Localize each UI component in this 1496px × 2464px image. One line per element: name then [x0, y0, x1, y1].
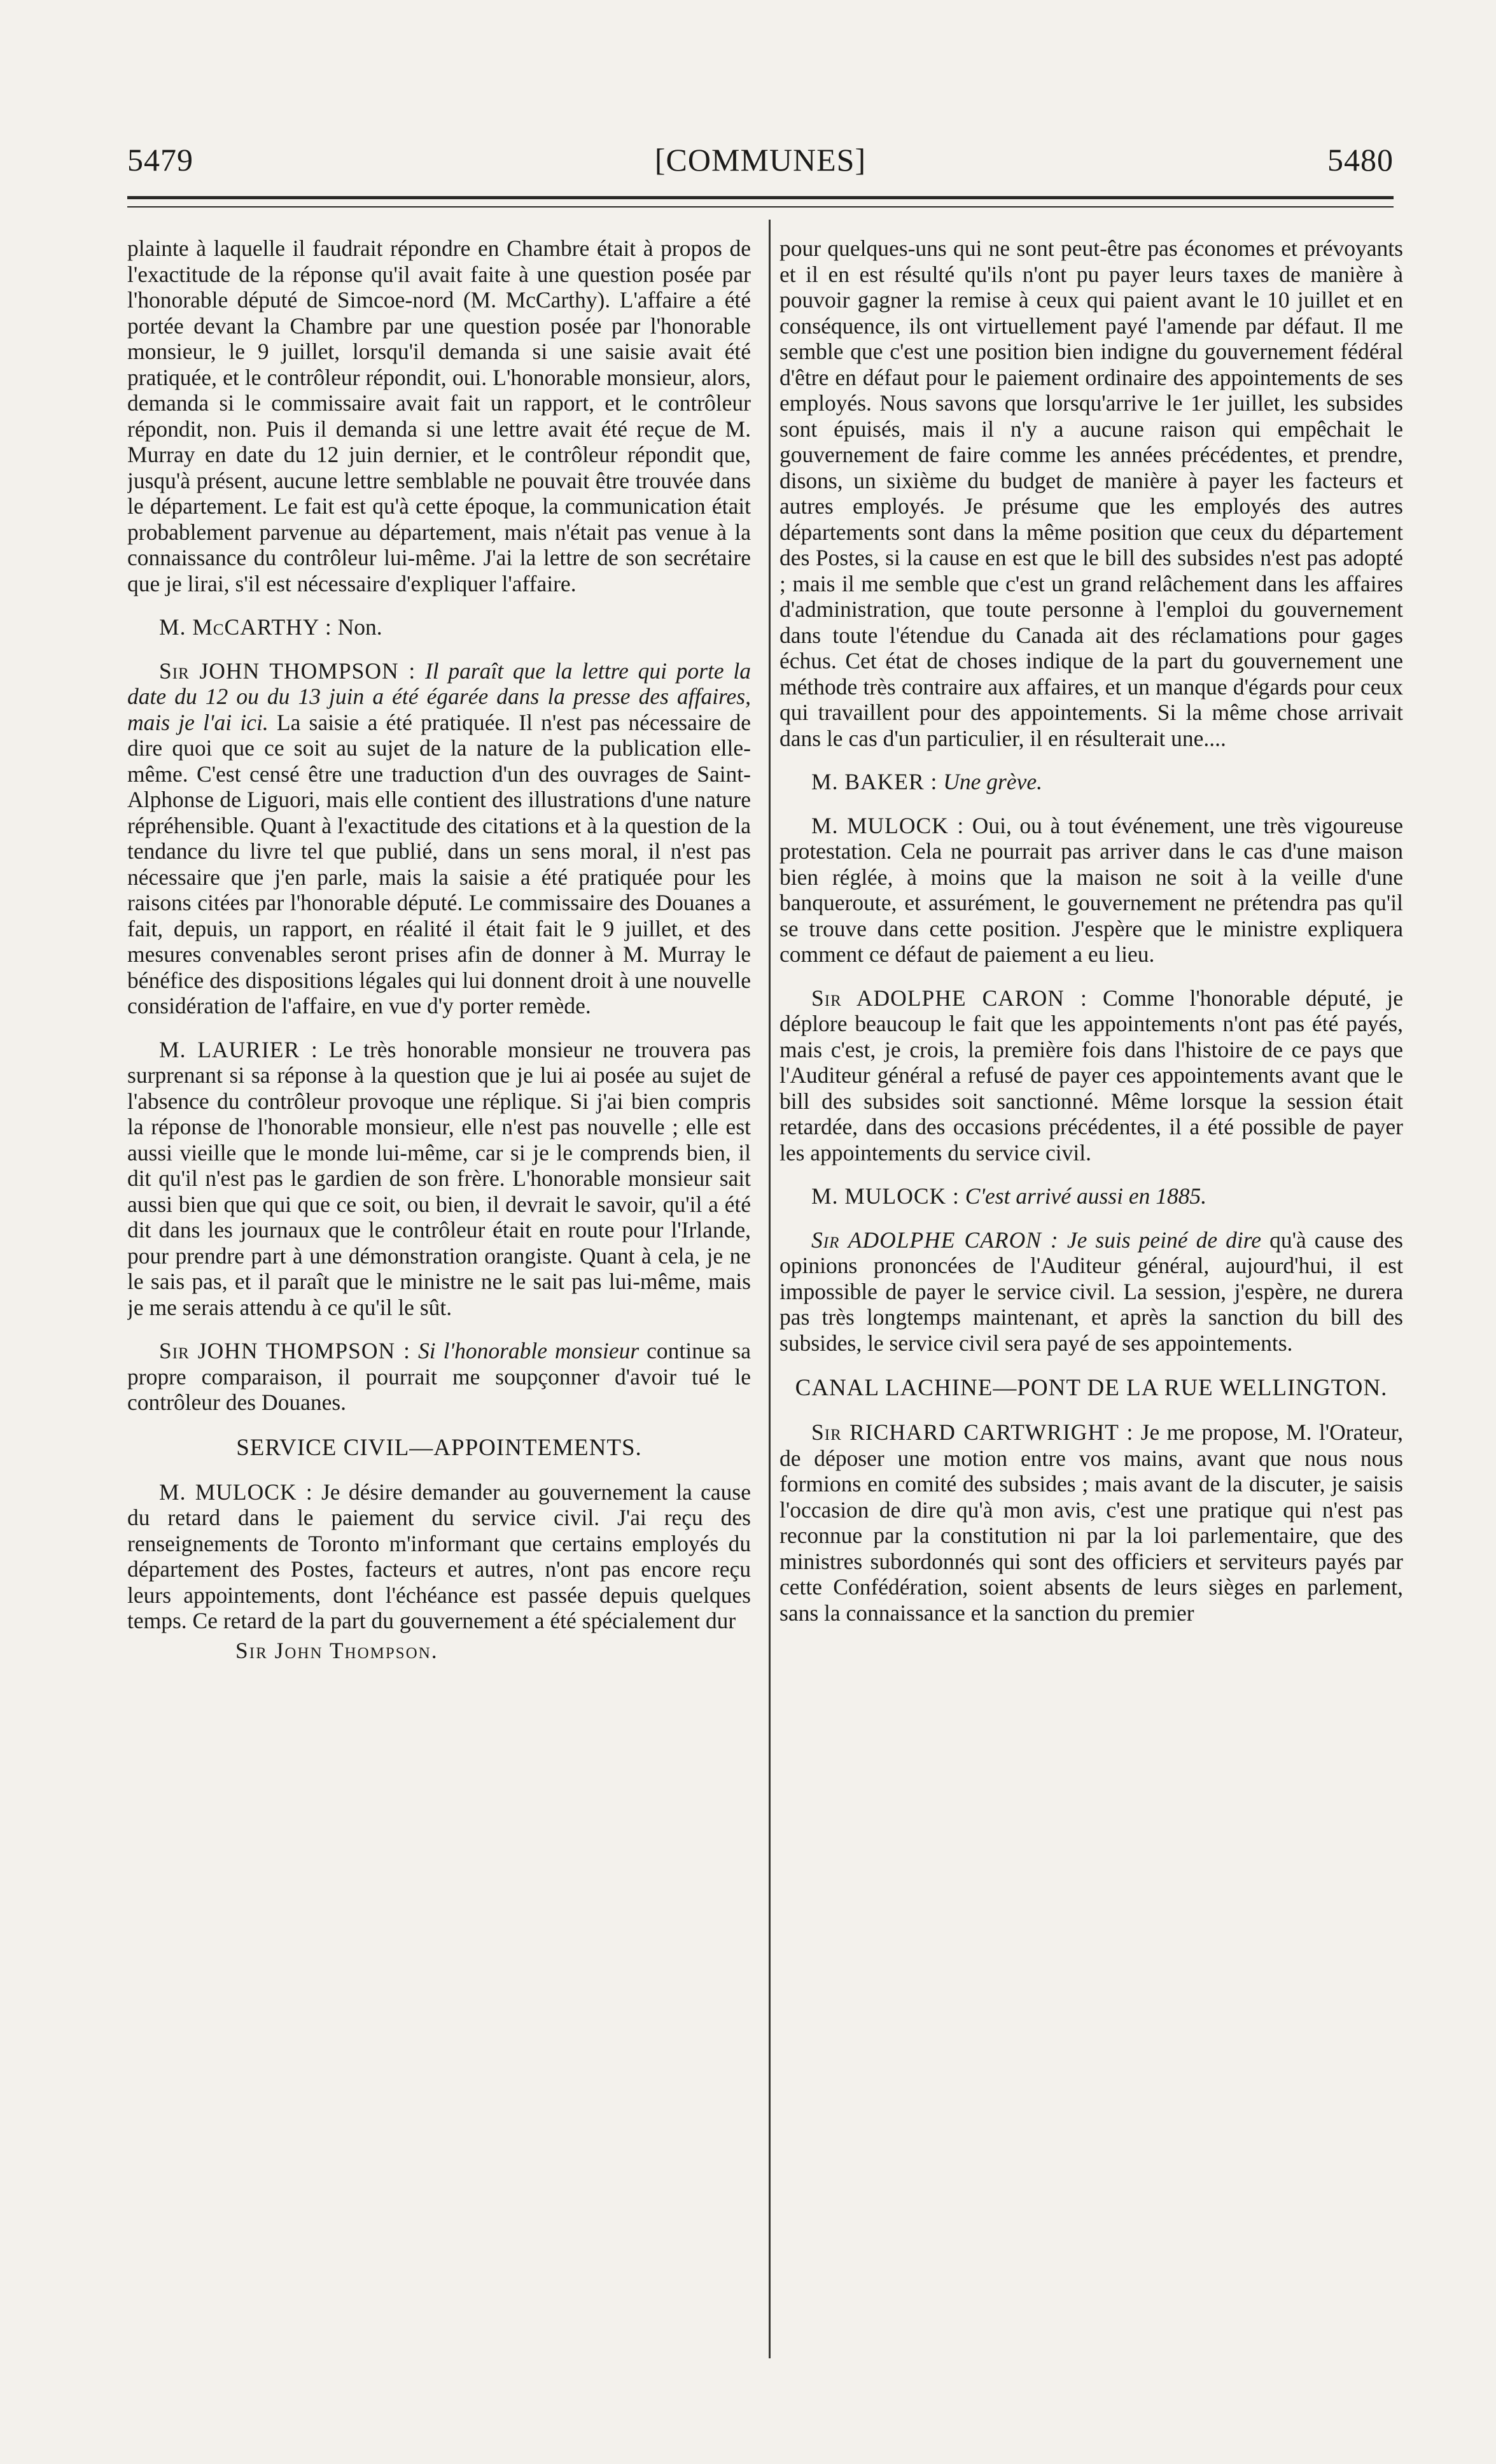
- speech-text: continue sa propre comparaison, il pourrait me soupçonner d'avoir tué le contrôleur des Douanes.: [127, 1338, 751, 1415]
- speech-text: Non.: [332, 614, 382, 640]
- speaker: M. MULOCK :: [811, 812, 965, 838]
- speech-text-italic: Il paraît que la lettre qui porte la date du 12 ou du 13 juin a été égarée dans la presse des affaires, mais je l'ai ici.: [127, 658, 751, 735]
- speaker: M. LAURIER :: [159, 1036, 318, 1062]
- speech-text-italic: Je suis peiné de dire: [1058, 1227, 1262, 1253]
- paragraph: plainte à laquelle il faudrait répondre en Chambre était à propos de l'exactitude de la réponse qu'il avait faite à une question posée par l'honorable député de Simcoe-nord (M. McCarthy). L'affaire a été portée devant la Chambre par une question posée par l'honorable monsieur, le 9 juillet, lorsqu'il demanda si une saisie avait été pratiquée, et le contrôleur répondit, oui. L'honorable monsieur, alors, demanda si le commissaire avait fait un rapport, et le contrôleur répondit, non. Puis il demanda si une lettre avait été reçue de M. Murray en date du 12 juin dernier, et le contrôleur répondit que, jusqu'à présent, aucune lettre semblable ne pouvait être trouvée dans le département. Le fait est qu'à cette époque, la communication était probablement parvenue au département, mais n'était pas venue à la connaissance du contrôleur lui-même. J'ai la lettre de son secrétaire que je lirai, s'il est nécessaire d'expliquer l'affaire.: [127, 236, 751, 596]
- header-rule-thick: [127, 196, 1394, 199]
- speech-text-italic: Si l'honorable monsieur: [410, 1338, 640, 1363]
- paragraph: pour quelques-uns qui ne sont peut-être pas économes et prévoyants et il en est résulté qu'ils n'ont pu payer leurs taxes de manière à pouvoir gagner la remise à ceux qui paient avant le 10 juillet et en conséquence, ils ont virtuellement payé l'amende par défaut. Il me semble que c'est une position bien indigne du gouvernement fédéral d'être en défaut pour le paiement ordinaire des appointements de ses employés. Nous savons que lorsqu'arrive le 1er juillet, les subsides sont épuisés, mais il n'y a aucune raison qui empêchait le gouvernement de faire comme les années précédentes, et prendre, disons, un sixième du budget de manière à payer les facteurs et autres employés. Je présume que les employés des autres départements sont dans la même position que ceux du département des Postes, si la cause en est que le bill des subsides n'est pas adopté ; mais il me semble que c'est un grand relâchement dans les affaires d'administration, que toute personne à l'emploi du gouvernement dans toute l'étendue du Canada ait des réclamations pour gages échus. Cet état de choses indique de la part du gouvernement une méthode très contraire aux affaires, et un manque d'égards pour ceux qui travaillent pour des appointements. Si la même chose arrivait dans le cas d'un particulier, il en résulterait une....: [779, 236, 1403, 751]
- left-column: [127, 236, 751, 2355]
- speech-text: Comme l'honorable député, je déplore beaucoup le fait que les appointements n'ont pas été payés, mais c'est, je crois, la première fois dans l'histoire de ce pays que l'Auditeur général a refusé de payer ces appointements avant que le bill des subsides soit sanctionné. Même lorsque la session était retardée, dans des occasions précédentes, il a été possible de payer les appointements du service civil.: [779, 985, 1403, 1165]
- speech-text: La saisie a été pratiquée. Il n'est pas nécessaire de dire quoi que ce soit au sujet de la nature de la publication elle-même. C'est censé être une traduction d'un des ouvrages de Saint-Alphonse de Liguori, mais elle contient des illustrations d'une nature répréhensible. Quant à l'exactitude des citations et à la question de la tendance du livre tel que publié, dans un sens moral, il n'est pas nécessaire que j'en parle, mais la saisie a été pratiquée pour les raisons citées par l'honorable député. Le commissaire des Douanes a fait, depuis, un rapport, en réalité il était fait le 9 juillet, et des mesures convenables seront prises afin de donner à M. Murray le bénéfice des dispositions légales qui lui donnent droit à une nouvelle considération de l'affaire, en vue d'y porter remède.: [127, 709, 751, 1018]
- paragraph: [779, 1227, 1403, 1356]
- speaker: Sir JOHN THOMPSON :: [159, 1338, 410, 1363]
- paragraph: [127, 1037, 751, 1321]
- section-heading: CANAL LACHINE—PONT DE LA RUE WELLINGTON.: [795, 1375, 1388, 1401]
- column-divider: [769, 220, 771, 2358]
- speech-text: qu'à cause des opinions prononcées de l'Auditeur général, aujourd'hui, il est impossible de payer le service civil. La session, j'espère, ne durera pas très longtemps maintenant, et après la sanction du bill des subsides, le service civil sera payé de ses appointements.: [779, 1227, 1403, 1356]
- speech-text: Une grève.: [937, 769, 1042, 794]
- paragraph: [779, 813, 1403, 968]
- page-number-right: 5480: [1327, 142, 1394, 178]
- speech-text: Oui, ou à tout événement, une très vigoureuse protestation. Cela ne pourrait pas arriver dans le cas d'une maison bien réglée, à moins que la maison ne soit à la veille d'une banqueroute, et assurément, le gouvernement ne prétendra pas qu'il se trouve dans cette position. J'espère que le ministre expliquera comment ce défaut de paiement a eu lieu.: [779, 812, 1403, 967]
- paragraph: [779, 1419, 1403, 1626]
- paragraph: [779, 985, 1403, 1166]
- paragraph: [127, 1338, 751, 1416]
- right-column: [779, 236, 1403, 2355]
- paragraph: [127, 658, 751, 1019]
- header-rule-thin: [127, 206, 1394, 208]
- header-title: [COMMUNES]: [654, 142, 867, 178]
- paragraph: [127, 614, 751, 640]
- page-number-left: 5479: [127, 142, 193, 178]
- speech-text: Je désire demander au gouvernement la cause du retard dans le paiement du service civil. J'ai reçu des renseignements de Toronto m'informant que certains employés du département des Postes, facteurs et autres, n'ont pas encore reçu leurs appointements, dont l'échéance est passée depuis quelques temps. Ce retard de la part du gouvernement a été spécialement dur: [127, 1479, 751, 1633]
- speaker: Sir ADOLPHE CARON :: [811, 1227, 1059, 1253]
- paragraph: [779, 769, 1403, 795]
- speaker: M. MULOCK :: [811, 1183, 960, 1209]
- speech-text: Je me propose, M. l'Orateur, de déposer une motion entre vos mains, avant que nous nous formions en comité des subsides ; mais avant de la discuter, je saisis l'occasion de dire qu'à mon avis, c'est une pratique qui n'est pas reconnue par la constitution ni par la loi parlementaire, que des ministres subordonnés qui sont des officiers et serviteurs payés par cette Confédération, soient absents de leurs sièges en parlement, sans la connaissance et la sanction du premier: [779, 1419, 1403, 1626]
- speech-text-italic: C'est arrivé aussi en 1885.: [959, 1183, 1207, 1209]
- column-footer: Sir John Thompson.: [235, 1637, 438, 1663]
- speaker: Sir ADOLPHE CARON :: [811, 985, 1087, 1011]
- speaker: M. McCARTHY :: [159, 614, 332, 640]
- paragraph: [127, 1479, 751, 1634]
- speaker: Sir JOHN THOMPSON :: [159, 658, 416, 684]
- speaker: Sir RICHARD CARTWRIGHT :: [811, 1419, 1134, 1445]
- paragraph: [779, 1183, 1403, 1209]
- speaker: M. BAKER :: [811, 769, 938, 794]
- page-header: [127, 141, 1394, 192]
- speaker: M. MULOCK :: [159, 1479, 313, 1505]
- speech-text: Le très honorable monsieur ne trouvera pas surprenant si sa réponse à la question que je lui ai posée au sujet de l'absence du contrôleur provoque une réplique. Si j'ai bien compris la réponse de l'honorable monsieur, elle n'est pas nouvelle ; elle est aussi vieille que le monde lui-même, car si je le comprends bien, il dit qu'il n'est pas le gardien de son frère. L'honorable monsieur sait aussi bien que qui que ce soit, ou bien, il devrait le savoir, qu'il a été dit dans les journaux que le contrôleur était en route pour l'Irlande, pour prendre part à une démonstration orangiste. Quant à cela, je ne le sais pas, et il paraît que le ministre ne le sait pas lui-même, mais je me serais attendu à ce qu'il le sût.: [127, 1036, 751, 1320]
- section-heading: SERVICE CIVIL—APPOINTEMENTS.: [236, 1434, 642, 1461]
